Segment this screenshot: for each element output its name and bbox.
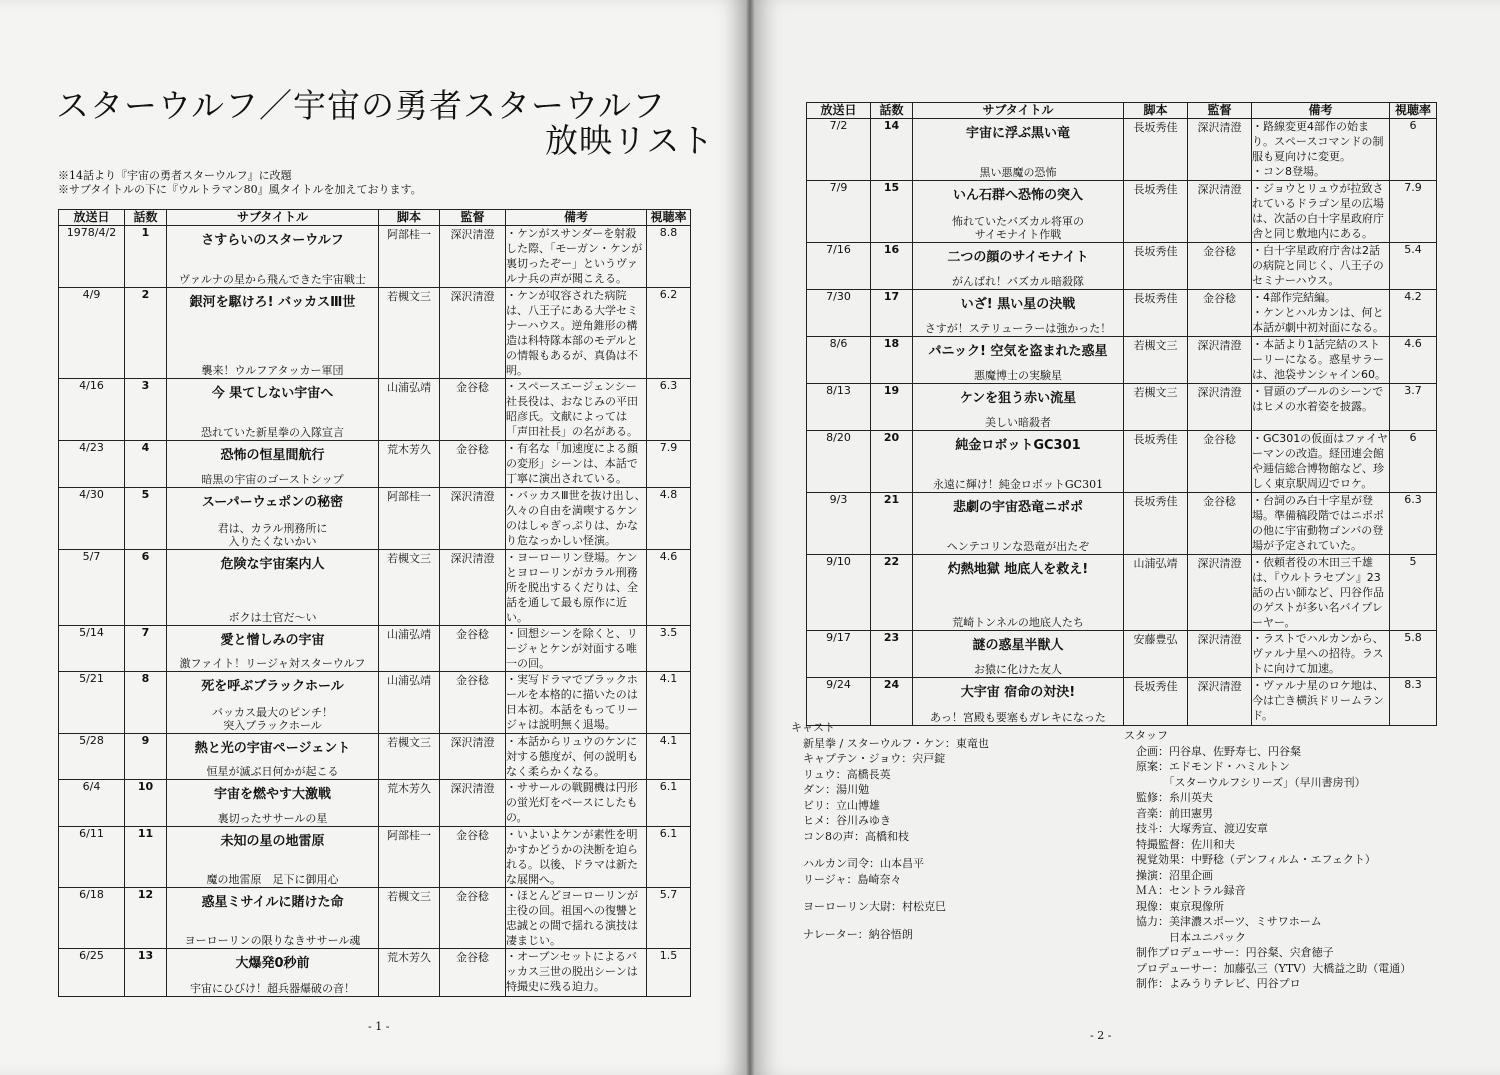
episode-number: 7	[125, 626, 167, 672]
episode-title: 謎の惑星半獣人	[972, 638, 1064, 653]
cast-line: キャプテン・ジョウ：宍戸錠	[803, 752, 946, 765]
staff-line: 「スターウルフシリーズ」（早川書房刊）	[1136, 775, 1366, 789]
note-line: ※14話より『宇宙の勇者スターウルフ』に改題	[58, 169, 292, 182]
page-left	[0, 0, 745, 1075]
episode-subtitle-cell	[167, 441, 379, 488]
episode-script: 山浦弘靖	[379, 672, 440, 734]
episode-alt-title: 永遠に輝け！純金ロボットGC301	[932, 478, 1104, 491]
episode-title: 大爆発0秒前	[235, 956, 310, 971]
episode-subtitle-cell	[913, 555, 1124, 631]
episode-subtitle-cell	[913, 119, 1124, 181]
episode-date: 9/24	[807, 678, 871, 726]
episode-date: 4/23	[59, 441, 125, 488]
episode-rating: 5.8	[1390, 631, 1437, 678]
header-script: 脚本	[1124, 103, 1188, 119]
episode-row	[807, 384, 1437, 431]
episode-remarks: ・本話より1話完結のストーリーになる。惑星サラーは、池袋サンシャイン60。	[1252, 337, 1390, 384]
episode-director: 深沢清澄	[440, 488, 506, 550]
episode-remarks: ・ササールの戦闘機は円形の蛍光灯をベースにしたもの。	[506, 780, 647, 827]
episode-number: 23	[871, 631, 913, 678]
episode-rating: 1.5	[647, 949, 691, 997]
episode-remarks: ・ケンが収容された病院は、八王子にある大学セミナーハウス。逆角錐形の構造は科特隊本部のモデルとの情報もあるが、真偽は不明。	[506, 288, 647, 379]
header-subtitle: サブタイトル	[913, 103, 1124, 119]
staff-line: 協力：美津濃スポーツ、ミサワホーム	[1136, 915, 1322, 928]
episode-director: 深沢清澄	[1188, 181, 1252, 243]
staff-line: 制作プロデューサー：円谷粲、宍倉徳子	[1136, 946, 1334, 959]
episode-script: 長坂秀佳	[1124, 493, 1188, 555]
episode-script: 荒木芳久	[379, 780, 440, 827]
episode-row	[807, 119, 1437, 181]
staff-line: 操演：沼里企画	[1136, 868, 1213, 882]
episode-rating: 7.9	[647, 441, 691, 488]
episode-alt-title: 荒崎トンネルの地底人たち	[952, 616, 1084, 629]
episode-date: 8/6	[807, 337, 871, 384]
episode-number: 11	[125, 827, 167, 888]
header-date: 放送日	[807, 103, 871, 119]
episode-subtitle-cell	[913, 631, 1124, 678]
episode-date: 5/7	[59, 550, 125, 626]
episode-alt-title: ヨーローリンの限りなきササール魂	[184, 934, 361, 947]
staff-line: 企画：円谷皐、佐野寿七、円谷粲	[1136, 744, 1301, 758]
episode-script: 山浦弘靖	[379, 626, 440, 672]
episode-director: 深沢清澄	[440, 550, 506, 626]
episode-remarks: ・有名な「加速度による顔の変形」シーンは、本話で丁寧に演出されている。	[506, 441, 647, 488]
episode-remarks: ・GC301の仮面はファイヤーマンの改造。経団連会館や逓信総合博物館など、珍しく東京駅周辺でロケ。	[1252, 431, 1390, 493]
episode-date: 4/30	[59, 488, 125, 550]
episode-title: 宇宙に浮ぶ黒い竜	[965, 126, 1070, 141]
header-remarks: 備考	[506, 210, 647, 226]
episode-script: 阿部桂一	[379, 827, 440, 888]
episode-rating: 4.1	[647, 672, 691, 734]
episode-number: 16	[871, 243, 913, 290]
episode-script: 若槻文三	[1124, 384, 1188, 431]
episode-title: 未知の星の地雷原	[220, 834, 325, 849]
staff-line: ＭＡ：セントラル録音	[1136, 884, 1246, 897]
episode-script: 若槻文三	[379, 734, 440, 780]
cast-line: ナレーター：納谷悟朗	[803, 927, 913, 941]
episode-alt-title: ヘンテコリンな恐竜が出たぞ	[946, 540, 1090, 553]
episode-rating: 8.3	[1390, 678, 1437, 726]
cast-line: コン8の声：高橋和枝	[803, 829, 909, 843]
episode-rating: 8.8	[647, 226, 691, 288]
episode-row	[59, 827, 691, 888]
cast-line: ダン：湯川勉	[803, 783, 870, 796]
episode-title: パニック! 空気を盗まれた惑星	[928, 344, 1108, 359]
episode-alt-title: あっ！宮殿も要塞もガレキになった	[930, 711, 1106, 724]
episode-row	[807, 337, 1437, 384]
episode-remarks: ・4部作完結編。 ・ケンとハルカンは、何と本話が劇中初対面になる。	[1252, 290, 1390, 337]
episode-date: 8/20	[807, 431, 871, 493]
episode-subtitle-cell	[167, 488, 379, 550]
staff-line: 制作：よみうりテレビ、円谷プロ	[1136, 977, 1301, 990]
episode-script: 長坂秀佳	[1124, 181, 1188, 243]
book-spine	[745, 0, 755, 1075]
episode-alt-title: 君は、カラル刑務所に 入りたくないかい	[217, 522, 328, 548]
episode-title: ケンを狙う赤い流星	[959, 391, 1077, 406]
episode-number: 18	[871, 337, 913, 384]
episode-number: 9	[125, 734, 167, 780]
episode-remarks: ・オーブンセットによるバッカス三世の脱出シーンは特撮史に残る迫力。	[506, 949, 647, 997]
cast-line: リュウ：高橋長英	[803, 767, 891, 781]
episode-director: 金谷稔	[440, 949, 506, 997]
header-remarks: 備考	[1252, 103, 1390, 119]
episode-subtitle-cell	[167, 550, 379, 626]
episode-remarks: ・いよいよケンが素性を明かすかどうかの決断を迫られる。以後、ドラマは新たな展開へ。	[506, 827, 647, 888]
staff-line: 視覚効果：中野稔（デンフィルム・エフェクト）	[1136, 853, 1376, 866]
episode-rating: 4.6	[1390, 337, 1437, 384]
episode-alt-title: 美しい暗殺者	[985, 416, 1051, 429]
episode-alt-title: 暗黒の宇宙のゴーストシップ	[201, 473, 344, 486]
episode-rating: 6.3	[647, 379, 691, 441]
episode-title: 死を呼ぶブラックホール	[201, 679, 344, 694]
episode-table-left	[58, 209, 691, 997]
episode-rating: 5	[1390, 555, 1437, 631]
episode-alt-title: 宇宙にひびけ！超兵器爆破の音！	[190, 982, 355, 995]
episode-remarks: ・バッカスⅢ世を抜け出し、久々の自由を満喫するケンのはしゃぎっぷりは、かなり危なっかしい怪演。	[506, 488, 647, 550]
episode-row	[59, 441, 691, 488]
episode-date: 6/25	[59, 949, 125, 997]
header-num: 話数	[871, 103, 913, 119]
episode-remarks: ・本話からリュウのケンに対する態度が、何の説明もなく柔らかくなる。	[506, 734, 647, 780]
staff-line: 日本ユニパック	[1136, 930, 1246, 944]
episode-director: 深沢清澄	[1188, 337, 1252, 384]
episode-alt-title: お猿に化けた友人	[974, 663, 1062, 676]
staff-line: 現像：東京現像所	[1136, 899, 1224, 913]
cast-line: ヒメ：谷川みゆき	[803, 814, 891, 827]
page-number-left: - 1 -	[368, 1020, 390, 1033]
page-title: スターウルフ／宇宙の勇者スターウルフ	[56, 86, 667, 125]
episode-alt-title: さすが！ステリューラーは強かった！	[924, 322, 1112, 335]
episode-row	[807, 181, 1437, 243]
episode-alt-title: バッカス最大のピンチ！ 突入ブラックホール	[212, 706, 333, 732]
episode-number: 1	[125, 226, 167, 288]
episode-title: 悲劇の宇宙恐竜ニポポ	[952, 500, 1083, 515]
staff-block	[1124, 728, 1412, 992]
episode-row	[59, 226, 691, 288]
episode-remarks: ・スペースエージェンシー社長役は、おなじみの平田昭彦氏。文献によっては「声田社長」の名がある。	[506, 379, 647, 441]
episode-title: いん石群へ恐怖の突入	[952, 188, 1083, 203]
episode-row	[807, 631, 1437, 678]
episode-date: 7/9	[807, 181, 871, 243]
episode-number: 3	[125, 379, 167, 441]
episode-script: 安藤豊弘	[1124, 631, 1188, 678]
episode-number: 14	[871, 119, 913, 181]
episode-script: 長坂秀佳	[1124, 290, 1188, 337]
cast-line: ビリ：立山博雄	[803, 798, 880, 812]
cast-line: ヨーローリン大尉：村松克巳	[803, 900, 946, 913]
staff-heading: スタッフ	[1124, 729, 1168, 742]
episode-table-right	[806, 102, 1437, 726]
episode-number: 12	[125, 888, 167, 949]
episode-remarks: ・依頼者役の木田三千雄は、『ウルトラセブン』23話の占い師など、円谷作品のゲストが多い名バイプレーヤー。	[1252, 555, 1390, 631]
episode-date: 6/4	[59, 780, 125, 827]
header-num: 話数	[125, 210, 167, 226]
episode-row	[59, 488, 691, 550]
episode-subtitle-cell	[913, 384, 1124, 431]
episode-rating: 5.7	[647, 888, 691, 949]
episode-row	[807, 290, 1437, 337]
cast-block	[791, 720, 989, 942]
episode-date: 6/11	[59, 827, 125, 888]
episode-director: 金谷稔	[440, 827, 506, 888]
episode-date: 7/30	[807, 290, 871, 337]
episode-remarks: ・ほとんどヨーローリンが主役の回。祖国への復讐と忠誠との間で揺れる演技は凄まじい。	[506, 888, 647, 949]
episode-subtitle-cell	[167, 379, 379, 441]
episode-number: 13	[125, 949, 167, 997]
episode-rating: 4.6	[647, 550, 691, 626]
staff-line: プロデューサー：加藤弘三（YTV）大橋益之助（電通）	[1136, 961, 1412, 975]
page-right	[755, 0, 1500, 1075]
episode-date: 1978/4/2	[59, 226, 125, 288]
episode-rating: 3.7	[1390, 384, 1437, 431]
episode-remarks: ・回想シーンを除くと、リージャとケンが対面する唯一の回。	[506, 626, 647, 672]
episode-subtitle-cell	[167, 288, 379, 379]
episode-subtitle-cell	[167, 226, 379, 288]
episode-subtitle-cell	[167, 672, 379, 734]
staff-line: 音楽：前田憲男	[1136, 806, 1213, 820]
episode-date: 7/16	[807, 243, 871, 290]
episode-remarks: ・ラストでハルカンから、ヴァルナ星への招待。ラストに向けて加速。	[1252, 631, 1390, 678]
episode-row	[807, 493, 1437, 555]
episode-director: 深沢清澄	[1188, 119, 1252, 181]
episode-director: 金谷稔	[440, 888, 506, 949]
episode-title: さすらいのスターウルフ	[201, 233, 344, 248]
episode-script: 長坂秀佳	[1124, 678, 1188, 726]
episode-title: 今 果てしない宇宙へ	[211, 386, 334, 401]
cast-heading: キャスト	[791, 721, 835, 734]
episode-script: 長坂秀佳	[1124, 243, 1188, 290]
episode-director: 深沢清澄	[1188, 631, 1252, 678]
episode-rating: 6	[1390, 431, 1437, 493]
episode-script: 荒木芳久	[379, 949, 440, 997]
episode-date: 8/13	[807, 384, 871, 431]
episode-row	[807, 431, 1437, 493]
episode-rating: 6.3	[1390, 493, 1437, 555]
episode-script: 山浦弘靖	[1124, 555, 1188, 631]
episode-row	[59, 780, 691, 827]
episode-alt-title: 魔の地雷原 足下に御用心	[206, 873, 339, 886]
episode-remarks: ・ヴァルナ星のロケ地は、今は亡き横浜ドリームランド。	[1252, 678, 1390, 726]
episode-director: 深沢清澄	[440, 780, 506, 827]
episode-number: 21	[871, 493, 913, 555]
header-director: 監督	[1188, 103, 1252, 119]
episode-script: 長坂秀佳	[1124, 431, 1188, 493]
episode-director: 金谷稔	[440, 441, 506, 488]
episode-date: 6/18	[59, 888, 125, 949]
episode-alt-title: 裏切ったササールの星	[217, 812, 328, 825]
episode-alt-title: がんばれ！バズカル暗殺隊	[952, 275, 1084, 288]
cast-line: ハルカン司令：山本昌平	[803, 857, 924, 870]
episode-title: 宇宙を燃やす大激戦	[213, 787, 331, 802]
episode-row	[59, 949, 691, 997]
episode-rating: 6.2	[647, 288, 691, 379]
episode-alt-title: ボクは士官だ～い	[228, 611, 317, 624]
episode-subtitle-cell	[167, 949, 379, 997]
episode-alt-title: 恐れていた新星拳の入隊宣言	[201, 426, 344, 439]
episode-title: 銀河を駆けろ! バッカスⅢ世	[189, 295, 356, 310]
episode-remarks: ・実写ドラマでブラックホールを本格的に描いたのは日本初。本話をもってリージャは説明無く退場。	[506, 672, 647, 734]
episode-subtitle-cell	[913, 181, 1124, 243]
note-line: ※サブタイトルの下に『ウルトラマン80』風タイトルを加えております。	[58, 183, 422, 196]
episode-number: 15	[871, 181, 913, 243]
episode-subtitle-cell	[167, 626, 379, 672]
header-subtitle: サブタイトル	[167, 210, 379, 226]
episode-alt-title: 激ファイト！リージャ対スターウルフ	[179, 657, 366, 670]
episode-director: 深沢清澄	[1188, 384, 1252, 431]
episode-number: 19	[871, 384, 913, 431]
episode-director: 深沢清澄	[440, 734, 506, 780]
episode-title: 危険な宇宙案内人	[220, 557, 325, 572]
episode-rating: 6.1	[647, 780, 691, 827]
staff-line: 原案：エドモンド・ハミルトン	[1136, 760, 1290, 773]
episode-alt-title: 恒星が滅ぶ日何かが起こる	[206, 765, 339, 778]
episode-subtitle-cell	[913, 337, 1124, 384]
episode-remarks: ・ジョウとリュウが拉致されているドラゴン星の広場は、次話の白十字星政府庁舎と同じ敷地内にある。	[1252, 181, 1390, 243]
episode-date: 5/14	[59, 626, 125, 672]
episode-number: 10	[125, 780, 167, 827]
episode-number: 20	[871, 431, 913, 493]
episode-director: 深沢清澄	[440, 226, 506, 288]
staff-line: 監修：糸川英夫	[1136, 791, 1213, 804]
episode-title: 大宇宙 宿命の対決!	[960, 685, 1076, 700]
header-rating: 視聴率	[1390, 103, 1437, 119]
episode-number: 2	[125, 288, 167, 379]
episode-remarks: ・ヨーローリン登場。ケンとヨローリンがカラル刑務所を脱出するくだりは、全話を通して最も原作に近い。	[506, 550, 647, 626]
cast-line: 新星拳 / スターウルフ・ケン：東竜也	[803, 736, 989, 750]
episode-script: 若槻文三	[379, 550, 440, 626]
episode-subtitle-cell	[913, 431, 1124, 493]
episode-number: 8	[125, 672, 167, 734]
episode-subtitle-cell	[167, 888, 379, 949]
staff-line: 技斗：大塚秀宣、渡辺安章	[1136, 822, 1268, 835]
episode-number: 22	[871, 555, 913, 631]
episode-date: 4/16	[59, 379, 125, 441]
episode-director: 金谷稔	[1188, 243, 1252, 290]
episode-subtitle-cell	[913, 243, 1124, 290]
episode-number: 4	[125, 441, 167, 488]
episode-title: 灼熱地獄 地底人を救え!	[947, 562, 1089, 577]
episode-row	[807, 678, 1437, 726]
episode-director: 金谷稔	[1188, 493, 1252, 555]
episode-row	[807, 555, 1437, 631]
cast-line: リージャ：島崎奈々	[803, 872, 902, 886]
episode-alt-title: 悪魔博士の実験星	[974, 369, 1062, 382]
episode-number: 6	[125, 550, 167, 626]
episode-date: 5/21	[59, 672, 125, 734]
episode-script: 若槻文三	[1124, 337, 1188, 384]
episode-director: 金谷稔	[440, 672, 506, 734]
episode-date: 5/28	[59, 734, 125, 780]
episode-row	[59, 734, 691, 780]
episode-remarks: ・ケンがスサンダーを射殺した際、「モーガン・ケンが裏切ったぞー」というヴァルナ兵の声が聞こえる。	[506, 226, 647, 288]
episode-subtitle-cell	[913, 290, 1124, 337]
episode-rating: 6.1	[647, 827, 691, 888]
episode-remarks: ・冒頭のプールのシーンではヒメの水着姿を披露。	[1252, 384, 1390, 431]
episode-number: 5	[125, 488, 167, 550]
episode-script: 山浦弘靖	[379, 379, 440, 441]
episode-script: 若槻文三	[379, 288, 440, 379]
episode-rating: 4.8	[647, 488, 691, 550]
episode-script: 若槻文三	[379, 888, 440, 949]
header-director: 監督	[440, 210, 506, 226]
episode-row	[59, 288, 691, 379]
episode-alt-title: 黒い悪魔の恐怖	[979, 166, 1057, 179]
episode-subtitle-cell	[167, 827, 379, 888]
page-subtitle: 放映リスト	[545, 121, 715, 160]
episode-director: 金谷稔	[440, 626, 506, 672]
episode-date: 9/10	[807, 555, 871, 631]
header-date: 放送日	[59, 210, 125, 226]
episode-date: 7/2	[807, 119, 871, 181]
episode-subtitle-cell	[913, 493, 1124, 555]
episode-title: スーパーウェポンの秘密	[201, 495, 344, 510]
episode-rating: 5.4	[1390, 243, 1437, 290]
episode-director: 金谷稔	[1188, 431, 1252, 493]
episode-remarks: ・台詞のみ白十字星が登場。準備稿段階ではニポポの他に宇宙動物ゴンバの登場が予定されていた。	[1252, 493, 1390, 555]
episode-title: 惑星ミサイルに賭けた命	[201, 895, 344, 910]
episode-director: 深沢清澄	[440, 288, 506, 379]
episode-title: 二つの顔のサイモナイト	[947, 250, 1089, 265]
episode-alt-title: ヴァルナの星から飛んできた宇宙戦士	[179, 273, 366, 286]
header-script: 脚本	[379, 210, 440, 226]
episode-director: 金谷稔	[1188, 290, 1252, 337]
staff-line: 特撮監督：佐川和夫	[1136, 837, 1235, 851]
episode-number: 17	[871, 290, 913, 337]
episode-alt-title: 襲来！ウルフアタッカー軍団	[201, 364, 344, 377]
episode-remarks: ・白十字星政府庁舎は2話の病院と同じく、八王子のセミナーハウス。	[1252, 243, 1390, 290]
episode-subtitle-cell	[167, 780, 379, 827]
episode-rating: 4.1	[647, 734, 691, 780]
episode-row	[807, 243, 1437, 290]
episode-rating: 3.5	[647, 626, 691, 672]
episode-row	[59, 888, 691, 949]
episode-director: 深沢清澄	[1188, 555, 1252, 631]
episode-script: 荒木芳久	[379, 441, 440, 488]
episode-date: 9/3	[807, 493, 871, 555]
episode-rating: 4.2	[1390, 290, 1437, 337]
episode-title: 純金ロボットGC301	[955, 438, 1081, 453]
page-number-right: - 2 -	[1090, 1029, 1112, 1042]
episode-rating: 6	[1390, 119, 1437, 181]
episode-row	[59, 379, 691, 441]
episode-title: 愛と憎しみの宇宙	[220, 633, 325, 648]
episode-director: 金谷稔	[440, 379, 506, 441]
episode-title: 恐怖の恒星間航行	[220, 448, 325, 463]
episode-row	[59, 626, 691, 672]
episode-date: 9/17	[807, 631, 871, 678]
episode-title: 熱と光の宇宙ページェント	[194, 741, 351, 756]
episode-date: 4/9	[59, 288, 125, 379]
episode-script: 阿部桂一	[379, 488, 440, 550]
episode-subtitle-cell	[167, 734, 379, 780]
episode-script: 阿部桂一	[379, 226, 440, 288]
episode-title: いざ! 黒い星の決戦	[960, 297, 1076, 312]
header-rating: 視聴率	[647, 210, 691, 226]
episode-row	[59, 672, 691, 734]
episode-number: 24	[871, 678, 913, 726]
episode-subtitle-cell	[913, 678, 1124, 726]
episode-director: 深沢清澄	[1188, 678, 1252, 726]
episode-remarks: ・路線変更4部作の始まり。スペースコマンドの制服も夏向けに変更。 ・コン8登場。	[1252, 119, 1390, 181]
episode-row	[59, 550, 691, 626]
episode-rating: 7.9	[1390, 181, 1437, 243]
episode-alt-title: 怖れていたバズカル将軍の サイモナイト作戦	[952, 215, 1084, 241]
episode-script: 長坂秀佳	[1124, 119, 1188, 181]
